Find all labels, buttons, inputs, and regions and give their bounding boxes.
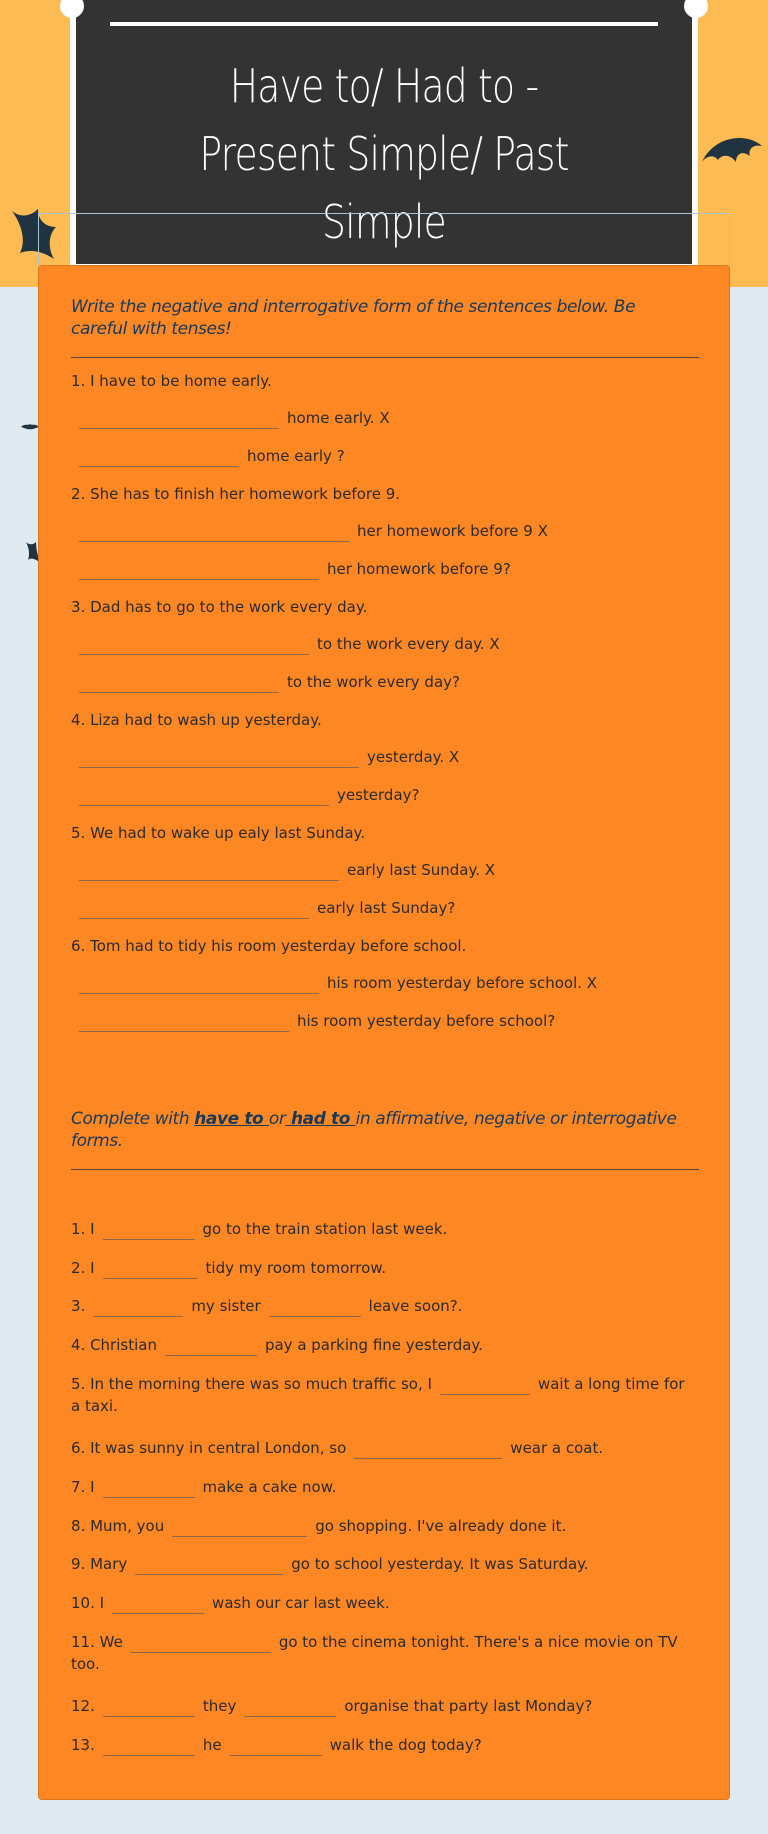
bat-icon bbox=[20, 420, 40, 434]
section1-question-row: early last Sunday? bbox=[71, 897, 707, 919]
keyword-have-to: have to bbox=[194, 1109, 269, 1129]
bat-icon bbox=[696, 132, 766, 180]
section1-negative-row: early last Sunday. X bbox=[71, 859, 707, 881]
section1-question-row: yesterday? bbox=[71, 784, 707, 806]
answer-blank[interactable] bbox=[112, 1599, 204, 1614]
section1-prompt: 4. Liza had to wash up yesterday. bbox=[71, 711, 322, 729]
section1-negative-row: yesterday. X bbox=[71, 746, 707, 768]
answer-blank[interactable] bbox=[79, 866, 339, 881]
section1-prompt: 6. Tom had to tidy his room yesterday before school. bbox=[71, 937, 467, 955]
divider bbox=[71, 357, 699, 358]
section1-negative-row: to the work every day. X bbox=[71, 633, 707, 655]
section2-item: 9. Mary go to school yesterday. It was Saturday. bbox=[71, 1555, 589, 1573]
answer-blank[interactable] bbox=[165, 1341, 257, 1356]
answer-blank[interactable] bbox=[440, 1380, 530, 1395]
answer-blank[interactable] bbox=[79, 678, 279, 693]
title-line: Present Simple/ Past bbox=[199, 127, 569, 181]
section2-item: 11. We go to the cinema tonight. There's a nice movie on TV too. bbox=[71, 1633, 678, 1673]
section2-item: 1. I go to the train station last week. bbox=[71, 1220, 448, 1238]
answer-blank[interactable] bbox=[103, 1225, 195, 1240]
answer-blank[interactable] bbox=[79, 527, 349, 542]
section1-question-row: his room yesterday before school? bbox=[71, 1010, 707, 1032]
answer-blank[interactable] bbox=[79, 904, 309, 919]
section2-item: 10. I wash our car last week. bbox=[71, 1594, 390, 1612]
pin-icon bbox=[60, 0, 84, 18]
answer-blank[interactable] bbox=[79, 640, 309, 655]
section1-question-row: to the work every day? bbox=[71, 671, 707, 693]
chalkboard-line bbox=[110, 22, 658, 26]
answer-blank[interactable] bbox=[135, 1560, 283, 1575]
answer-blank[interactable] bbox=[354, 1444, 502, 1459]
section2-instruction: Complete with have to or had to in affirmative, negative or interrogative forms. bbox=[71, 1109, 677, 1151]
section2-item: 13. he walk the dog today? bbox=[71, 1736, 482, 1754]
answer-blank[interactable] bbox=[79, 791, 329, 806]
answer-blank[interactable] bbox=[103, 1483, 195, 1498]
answer-blank[interactable] bbox=[103, 1702, 195, 1717]
answer-blank[interactable] bbox=[79, 979, 319, 994]
answer-blank[interactable] bbox=[131, 1638, 271, 1653]
section1-negative-row: her homework before 9 X bbox=[71, 520, 707, 542]
section1-question-row: her homework before 9? bbox=[71, 558, 707, 580]
section1-prompt: 2. She has to finish her homework before 9. bbox=[71, 485, 401, 503]
section1-prompt: 3. Dad has to go to the work every day. bbox=[71, 598, 368, 616]
answer-blank[interactable] bbox=[79, 414, 279, 429]
section1-prompt: 5. We had to wake up ealy last Sunday. bbox=[71, 824, 366, 842]
section1-prompt: 1. I have to be home early. bbox=[71, 372, 272, 390]
answer-blank[interactable] bbox=[79, 565, 319, 580]
answer-blank[interactable] bbox=[79, 452, 239, 467]
panel-frame bbox=[38, 213, 730, 265]
answer-blank[interactable] bbox=[230, 1741, 322, 1756]
answer-blank[interactable] bbox=[172, 1522, 307, 1537]
keyword-had-to: had to bbox=[285, 1109, 356, 1129]
section2-item: 4. Christian pay a parking fine yesterday. bbox=[71, 1336, 483, 1354]
section2-item: 6. It was sunny in central London, so wear a coat. bbox=[71, 1439, 604, 1457]
answer-blank[interactable] bbox=[269, 1302, 361, 1317]
title-line: Have to/ Had to - bbox=[229, 59, 539, 113]
section2-item: 8. Mum, you go shopping. I've already done it. bbox=[71, 1517, 567, 1535]
section2-item: 12. they organise that party last Monday? bbox=[71, 1697, 593, 1715]
answer-blank[interactable] bbox=[79, 753, 359, 768]
section1-instruction: Write the negative and interrogative form of the sentences below. Be careful with tenses! bbox=[71, 297, 636, 339]
divider bbox=[71, 1169, 699, 1170]
title-line: Simple bbox=[322, 195, 446, 249]
answer-blank[interactable] bbox=[79, 1017, 289, 1032]
answer-blank[interactable] bbox=[103, 1741, 195, 1756]
section1-negative-row: his room yesterday before school. X bbox=[71, 972, 707, 994]
section2-item: 7. I make a cake now. bbox=[71, 1478, 337, 1496]
section1-question-row: home early ? bbox=[71, 445, 707, 467]
worksheet-panel bbox=[38, 265, 730, 1800]
section2-item: 3. my sister leave soon?. bbox=[71, 1297, 463, 1315]
section2-item: 2. I tidy my room tomorrow. bbox=[71, 1259, 386, 1277]
answer-blank[interactable] bbox=[103, 1264, 198, 1279]
section2-item: 5. In the morning there was so much traffic so, I wait a long time for a taxi. bbox=[71, 1375, 685, 1415]
answer-blank[interactable] bbox=[93, 1302, 183, 1317]
answer-blank[interactable] bbox=[244, 1702, 336, 1717]
section1-negative-row: home early. X bbox=[71, 407, 707, 429]
